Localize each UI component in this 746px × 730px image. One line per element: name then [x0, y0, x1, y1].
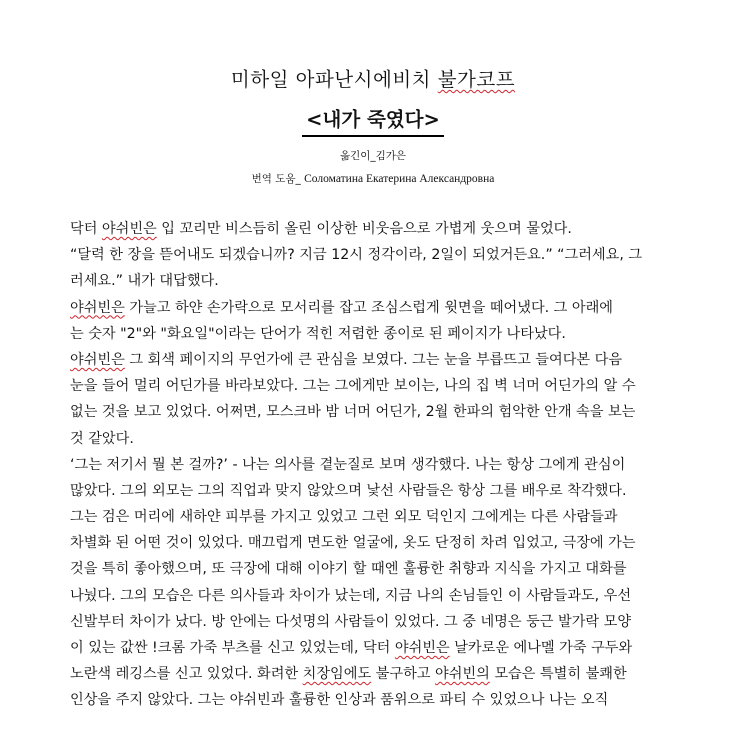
document-subtitle: [0, 104, 746, 137]
text-run: 차별화 된 어떤 것이 있었다. 매끄럽게 면도한 얼굴에, 옷도 단정히 차려 입었고, 극장에 가는: [70, 535, 636, 552]
text-run: 것 같았다.: [70, 430, 134, 447]
page-bottom-fade: [0, 714, 746, 730]
body-text-line: [70, 504, 710, 530]
text-run: 불구하고: [371, 666, 436, 683]
spellcheck-flagged-word: 야쉬빈은: [70, 351, 125, 368]
spellcheck-flagged-word: 야쉬빈의: [435, 666, 490, 683]
body-text-line: [70, 295, 710, 321]
text-run: 나눴다. 그의 모습은 다른 의사들과 차이가 났는데, 지금 나의 손님들인 이 사람들과도, 우선: [70, 587, 632, 604]
body-text-line: [70, 687, 710, 713]
text-run: 는 숫자 "2"와 "화요일"이라는 단어가 적힌 저렴한 종이로 된 페이지가 나타났다.: [70, 325, 566, 342]
spellcheck-flagged-word: 야쉬빈은: [394, 640, 450, 656]
text-run: “달력 한 장을 뜯어내도 되겠습니까? 지금 12시 정각이라, 2일이 되었거든요.” “그러세요, 그: [70, 247, 643, 264]
body-text-line: [70, 661, 710, 687]
body-text-line: [70, 556, 710, 582]
text-run: 많았다. 그의 외모는 그의 직업과 맞지 않았으며 낯선 사람들은 항상 그를 배우로 착각했다.: [70, 482, 627, 499]
translation-help-name: Соломатина Екатерина Александровна: [304, 173, 495, 185]
document-body: [70, 216, 710, 714]
text-run: 모습은 특별히 불쾌한: [489, 666, 627, 683]
text-run: 가늘고 하얀 손가락으로 모서리를 잡고 조심스럽게 윗면을 떼어냈다. 그 아래에: [124, 299, 614, 316]
text-run: 눈을 들어 멀리 어딘가를 바라보았다. 그는 그에게만 보이는, 나의 집 벽 너머 어딘가의 알 수: [70, 378, 636, 395]
body-text-line: [70, 583, 710, 609]
text-run: 러세요.” 내가 대답했다.: [70, 273, 219, 290]
text-run: 인상을 주지 않았다. 그는 야쉬빈과 훌륭한 인상과 품위으로 파티 수 있었으나 나는 오직: [70, 692, 609, 709]
spellcheck-flagged-word: 치장임에도: [302, 666, 372, 683]
text-run: 없는 것을 보고 있었다. 어쩌면, 모스크바 밤 너머 어딘가, 2월 한파의 험악한 안개 속을 보는: [70, 404, 636, 421]
body-text-line: [70, 478, 710, 504]
document-title: [0, 64, 746, 92]
text-run: 신발부터 차이가 났다. 방 안에는 다섯명의 사람들이 있었다. 그 중 네명은 둥근 발가락 모양: [70, 613, 632, 630]
text-run: ‘그는 저기서 뭘 본 걸까?’ - 나는 의사를 곁눈질로 보며 생각했다. 나는 항상 그에게 관심이: [70, 456, 626, 473]
text-run: 이 있는 값싼 !크롬 가죽 부츠를 신고 있었는데, 닥터: [70, 640, 395, 656]
text-run: 그 회색 페이지의 무언가에 큰 관심을 보였다. 그는 눈을 부릅뜨고 들여다본 다음: [124, 351, 623, 368]
title-author-surname: 불가코프: [437, 68, 516, 91]
body-text-line: [70, 452, 710, 478]
body-text-line: [70, 321, 710, 347]
translator-credit: 옮긴이_김가은: [339, 150, 407, 162]
body-text-line: [70, 635, 710, 661]
body-text-line: [70, 399, 710, 425]
spellcheck-flagged-word: 야쉬빈은: [101, 221, 157, 237]
spellcheck-flagged-word: 야쉬빈은: [70, 299, 125, 316]
text-run: 노란색 레깅스를 신고 있었다. 화려한: [70, 666, 303, 683]
subtitle-text: <내가 죽였다>: [302, 104, 444, 137]
body-text-line: [70, 426, 710, 452]
text-run: 것을 특히 좋아했으며, 또 극장에 대해 이야기 할 때엔 훌륭한 취향과 지식을 가지고 대화를: [70, 561, 627, 578]
body-text-line: [70, 347, 710, 373]
text-run: 그는 검은 머리에 새하얀 피부를 가지고 있었고 그런 외모 덕인지 그에게는 다른 사람들과: [70, 509, 618, 526]
translation-help-credit: [0, 171, 746, 186]
body-text-line: [70, 530, 710, 556]
body-text-line: [70, 216, 710, 242]
body-text-line: [70, 609, 710, 635]
body-text-line: [70, 373, 710, 399]
text-run: 날카로운 에나멜 가죽 구두와: [449, 640, 633, 656]
body-text-line: [70, 242, 710, 268]
text-run: 닥터: [70, 221, 102, 237]
title-author-name: 미하일 아파난시에비치: [230, 68, 438, 91]
text-run: 입 꼬리만 비스듬히 올린 이상한 비웃음으로 가볍게 웃으며 물었다.: [156, 221, 572, 237]
body-text-line: [70, 268, 710, 294]
translation-help-label: 번역 도움_: [251, 173, 305, 185]
